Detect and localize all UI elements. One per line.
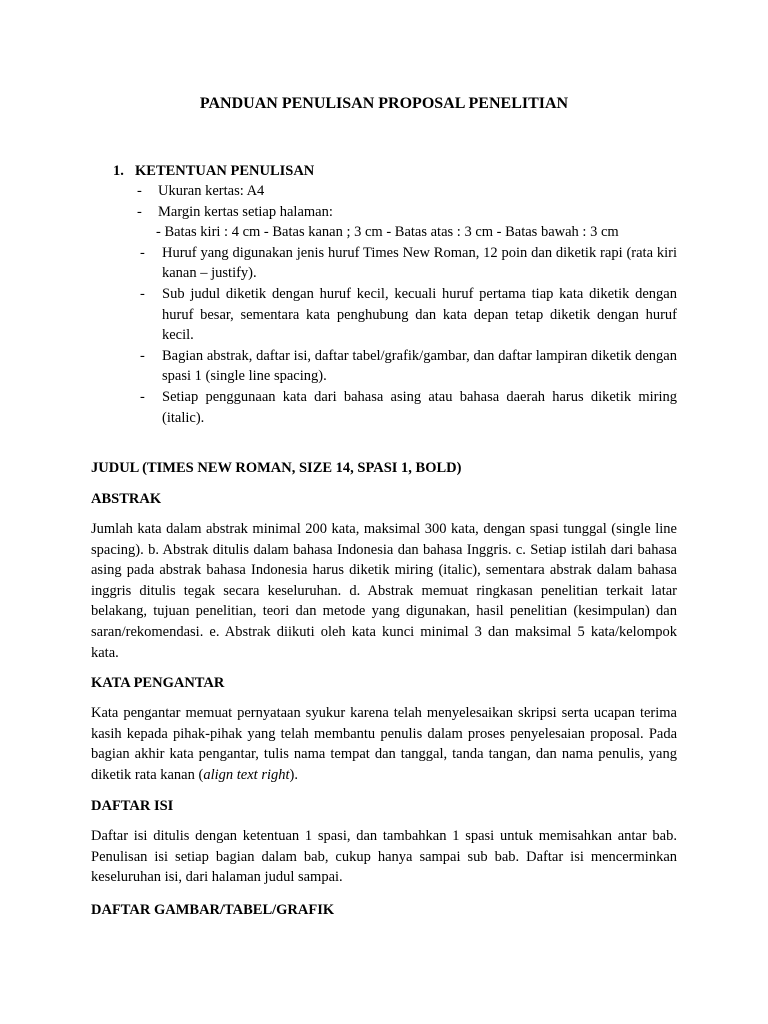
list-item-text: Huruf yang digunakan jenis huruf Times New Roman, 12 poin dan diketik rapi (rata kiri kanan – justify). (162, 244, 677, 282)
list-item-text: Setiap penggunaan kata dari bahasa asing atau bahasa daerah harus diketik miring (italic). (162, 388, 677, 426)
daftar-isi-body (91, 826, 677, 888)
abstrak-heading: ABSTRAK (91, 491, 162, 507)
section-number: 1. (113, 163, 124, 179)
kata-pengantar-heading: KATA PENGANTAR (91, 675, 225, 691)
list-item-text: Bagian abstrak, daftar isi, daftar tabel/grafik/gambar, dan daftar lampiran diketik dengan spasi 1 (single line spacing). (162, 347, 677, 385)
daftar-isi-paragraph: Daftar isi ditulis dengan ketentuan 1 spasi, dan tambahkan 1 spasi untuk memisahkan antar bab. Penulisan isi setiap bagian dalam bab, cukup hanya sampai sub bab. Daftar isi mencerminkan keseluruhan isi, dari halaman judul sampai. (91, 828, 677, 886)
list-item (113, 202, 677, 223)
list-dash: - (140, 347, 145, 364)
kata-pengantar-body (91, 703, 677, 785)
list-item-text: Margin kertas setiap halaman: (158, 203, 333, 220)
abstrak-section (91, 489, 677, 509)
abstrak-paragraph: Jumlah kata dalam abstrak minimal 200 kata, maksimal 300 kata, dengan spasi tunggal (single line spacing). b. Abstrak ditulis dalam bahasa Indonesia dan bahasa Inggris. c. Setiap istilah dari bahasa asing pada abstrak bahasa Indonesia harus diketik miring (italic), sementara abstrak dalam bahasa inggris ditulis tegak secara keseluruhan. d. Abstrak memuat ringkasan penelitian terkait latar belakang, tujuan penelitian, teori dan metode yang digunakan, hasil penelitian (kesimpulan) dan saran/rekomendasi. e. Abstrak diikuti oleh kata kunci minimal 3 dan maksimal 5 kata/kelompok kata. (91, 521, 677, 661)
list-item (113, 181, 677, 202)
section-heading-text: KETENTUAN PENULISAN (135, 163, 315, 179)
daftar-isi-section (91, 796, 677, 816)
list-dash: - (137, 203, 142, 220)
list-item (113, 243, 677, 284)
list-dash: - (140, 244, 145, 261)
page-title: PANDUAN PENULISAN PROPOSAL PENELITIAN (199, 95, 569, 112)
list-item-text: Sub judul diketik dengan huruf kecil, kecuali huruf pertama tiap kata diketik dengan huruf besar, sementara kata penghubung dan kata depan tetap diketik dengan huruf kecil. (162, 285, 677, 344)
judul-heading: JUDUL (TIMES NEW ROMAN, SIZE 14, SPASI 1, BOLD) (91, 460, 462, 476)
abstrak-body (91, 519, 677, 663)
kata-pengantar-section (91, 673, 677, 693)
list-dash: - (137, 183, 142, 199)
kata-pengantar-paragraph (91, 703, 677, 785)
kata-pengantar-text: Kata pengantar memuat pernyataan syukur karena telah menyelesaikan skripsi serta ucapan terima kasih kepada pihak-pihak yang telah membantu penulis dalam proses penyelesaian proposal. Pada bagian akhir kata pengantar, tulis nama tempat dan tanggal, tanda tangan, dan nama penulis, yang diketik rata kanan ( (91, 705, 677, 783)
list-item (113, 346, 677, 387)
list-dash: - (140, 388, 145, 405)
section-heading (113, 161, 677, 181)
daftar-isi-heading: DAFTAR ISI (91, 798, 174, 814)
list-item (113, 387, 677, 428)
daftar-gambar-section (91, 900, 677, 920)
margin-detail-line: - Batas kiri : 4 cm - Batas kanan ; 3 cm - Batas atas : 3 cm - Batas bawah : 3 cm (156, 224, 619, 241)
section-ketentuan-penulisan (113, 161, 677, 428)
kata-pengantar-text-end: ). (289, 766, 298, 783)
kata-pengantar-italic: align text right (203, 766, 290, 783)
list-dash: - (140, 285, 145, 302)
list-item-text: Ukuran kertas: A4 (158, 183, 265, 199)
daftar-gambar-heading: DAFTAR GAMBAR/TABEL/GRAFIK (91, 902, 335, 918)
list-item (113, 284, 677, 346)
judul-section (91, 458, 677, 478)
